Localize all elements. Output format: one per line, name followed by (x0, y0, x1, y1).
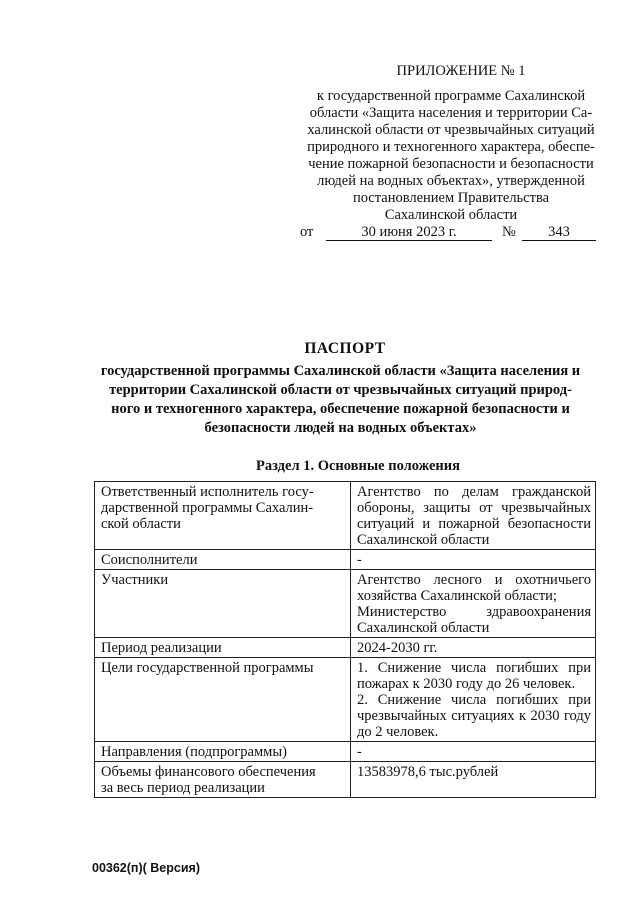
label-line: Соисполнители (101, 552, 198, 568)
value-line: Агентство лесного и охотничьего хозяйства Сахалинской области; (357, 572, 591, 604)
approval-date: 30 июня 2023 г. (326, 224, 492, 241)
value-line: Агентство по делам гражданской обороны, защиты от чрезвычайных ситуаций и пожарной безопасности Сахалинской области (357, 484, 591, 548)
appendix-line: постановлением Правительства (352, 190, 550, 206)
label-line: Цели государственной программы (101, 660, 314, 676)
row-value (351, 482, 596, 550)
program-title (88, 362, 593, 438)
label-line: Объемы финансового обеспечения (101, 764, 316, 780)
passport-table (94, 481, 596, 798)
table-row (95, 742, 596, 762)
appendix-line: чение пожарной безопасности и безопасности (308, 156, 594, 172)
appendix-title: ПРИЛОЖЕНИЕ № 1 (396, 63, 526, 79)
value-line: 2024-2030 гг. (357, 640, 438, 656)
appendix-line: к государственной программе Сахалинской (316, 88, 586, 104)
row-label (95, 550, 351, 570)
row-label (95, 638, 351, 658)
label-line: Ответственный исполнитель госу- (101, 484, 314, 500)
date-prefix: от (300, 224, 314, 240)
value-line: Министерство здравоохранения Сахалинской области (357, 604, 591, 636)
passport-title: ПАСПОРТ (304, 340, 386, 357)
row-value (351, 570, 596, 638)
program-title-line: ного и техногенного характера, обеспечение пожарной безопасности и (111, 401, 570, 417)
value-line: 1. Снижение числа погибших при пожарах к 2030 году до 26 человек. (357, 660, 591, 692)
label-line: Направления (подпрограммы) (101, 744, 287, 760)
appendix-line: Сахалинской области (384, 207, 518, 223)
value-line: 13583978,6 тыс.рублей (357, 764, 499, 780)
table-row (95, 550, 596, 570)
row-value (351, 550, 596, 570)
program-title-line: государственной программы Сахалинской области «Защита населения и (100, 363, 581, 379)
row-value (351, 638, 596, 658)
value-line: 2. Снижение числа погибших при чрезвычайных ситуациях к 2030 году до 2 человек. (357, 692, 591, 740)
appendix-line: халинской области от чрезвычайных ситуаций (307, 122, 595, 138)
table-row (95, 638, 596, 658)
label-line: ской области (101, 516, 181, 532)
appendix-text (300, 88, 602, 224)
row-label (95, 742, 351, 762)
table-row (95, 570, 596, 638)
table-row (95, 762, 596, 798)
resolution-number: 343 (522, 224, 596, 241)
table-row (95, 658, 596, 742)
row-label (95, 570, 351, 638)
label-line: Период реализации (101, 640, 222, 656)
program-title-line: территории Сахалинской области от чрезвычайных ситуаций природ- (109, 382, 572, 398)
label-line: дарственной программы Сахалин- (101, 500, 314, 516)
row-label (95, 658, 351, 742)
row-label (95, 482, 351, 550)
row-value (351, 762, 596, 798)
number-sign: № (502, 224, 516, 240)
table-row (95, 482, 596, 550)
appendix-line: природного и техногенного характера, обеспе- (307, 139, 595, 155)
program-title-line: безопасности людей на водных объектах» (204, 420, 477, 436)
appendix-line: области «Защита населения и территории Са- (309, 105, 593, 121)
value-line: - (357, 744, 362, 760)
value-line: - (357, 552, 362, 568)
row-value (351, 658, 596, 742)
row-label (95, 762, 351, 798)
appendix-line: людей на водных объектах», утвержденной (317, 173, 585, 189)
label-line: за весь период реализации (101, 780, 265, 796)
approval-date-row (300, 224, 602, 244)
row-value (351, 742, 596, 762)
document-code: 00362(п)( Версия) (92, 861, 200, 875)
section-title: Раздел 1. Основные положения (256, 458, 460, 474)
label-line: Участники (101, 572, 169, 588)
appendix-block (300, 63, 602, 244)
